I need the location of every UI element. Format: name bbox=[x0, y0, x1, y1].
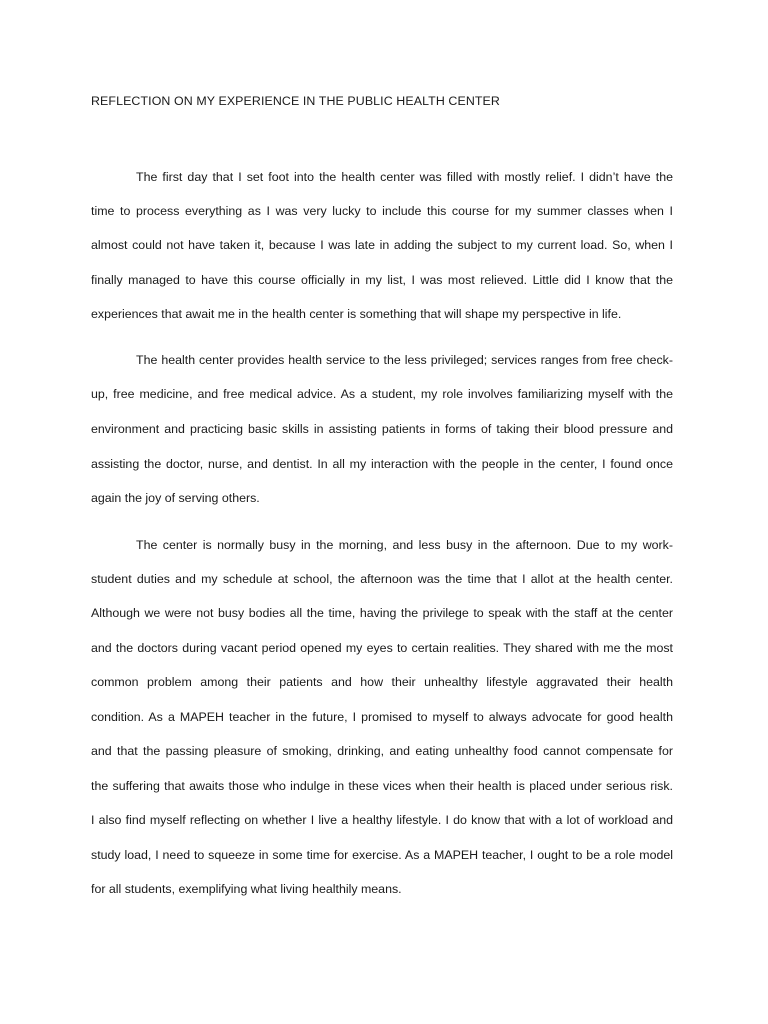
paragraph-2-line-5: again the joy of serving others. bbox=[91, 491, 260, 505]
paragraph-3-line-11: for all students, exemplifying what living healthily means. bbox=[91, 882, 402, 896]
paragraph-3-line-1: The center is normally busy in the morning, and less busy in the afternoon. Due to my work- bbox=[136, 538, 673, 552]
paragraph-3-line-5: common problem among their patients and how their unhealthy lifestyle aggravated their health bbox=[91, 675, 673, 689]
paragraph-3-line-9: I also find myself reflecting on whether I live a healthy lifestyle. I do know that with a lot of workload and bbox=[91, 813, 673, 827]
document-title: REFLECTION ON MY EXPERIENCE IN THE PUBLIC HEALTH CENTER bbox=[91, 94, 500, 108]
paragraph-2-line-4: assisting the doctor, nurse, and dentist. In all my interaction with the people in the center, I found once bbox=[91, 457, 673, 471]
paragraph-1-line-1: The first day that I set foot into the health center was filled with mostly relief. I didn’t have the bbox=[136, 170, 673, 184]
paragraph-3-line-2: student duties and my schedule at school, the afternoon was the time that I allot at the health center. bbox=[91, 572, 673, 586]
paragraph-3-line-6: condition. As a MAPEH teacher in the future, I promised to myself to always advocate for good health bbox=[91, 710, 673, 724]
paragraph-1-line-5: experiences that await me in the health center is something that will shape my perspective in life. bbox=[91, 307, 622, 321]
paragraph-3-line-4: and the doctors during vacant period opened my eyes to certain realities. They shared with me the most bbox=[91, 641, 673, 655]
paragraph-2-line-1: The health center provides health service to the less privileged; services ranges from free check- bbox=[136, 353, 673, 367]
paragraph-1-line-3: almost could not have taken it, because I was late in adding the subject to my current load. So, when I bbox=[91, 238, 673, 252]
paragraph-3-line-3: Although we were not busy bodies all the time, having the privilege to speak with the staff at the center bbox=[91, 606, 673, 620]
paragraph-2-line-2: up, free medicine, and free medical advice. As a student, my role involves familiarizing myself with the bbox=[91, 387, 673, 401]
paragraph-1-line-2: time to process everything as I was very lucky to include this course for my summer classes when I bbox=[91, 204, 673, 218]
paragraph-3-line-7: and that the passing pleasure of smoking, drinking, and eating unhealthy food cannot compensate for bbox=[91, 744, 673, 758]
paragraph-3-line-10: study load, I need to squeeze in some time for exercise. As a MAPEH teacher, I ought to be a role model bbox=[91, 848, 673, 862]
paragraph-2-line-3: environment and practicing basic skills in assisting patients in forms of taking their blood pressure and bbox=[91, 422, 673, 436]
paragraph-3-line-8: the suffering that awaits those who indulge in these vices when their health is placed under serious risk. bbox=[91, 779, 673, 793]
paragraph-1-line-4: finally managed to have this course officially in my list, I was most relieved. Little did I know that the bbox=[91, 273, 673, 287]
